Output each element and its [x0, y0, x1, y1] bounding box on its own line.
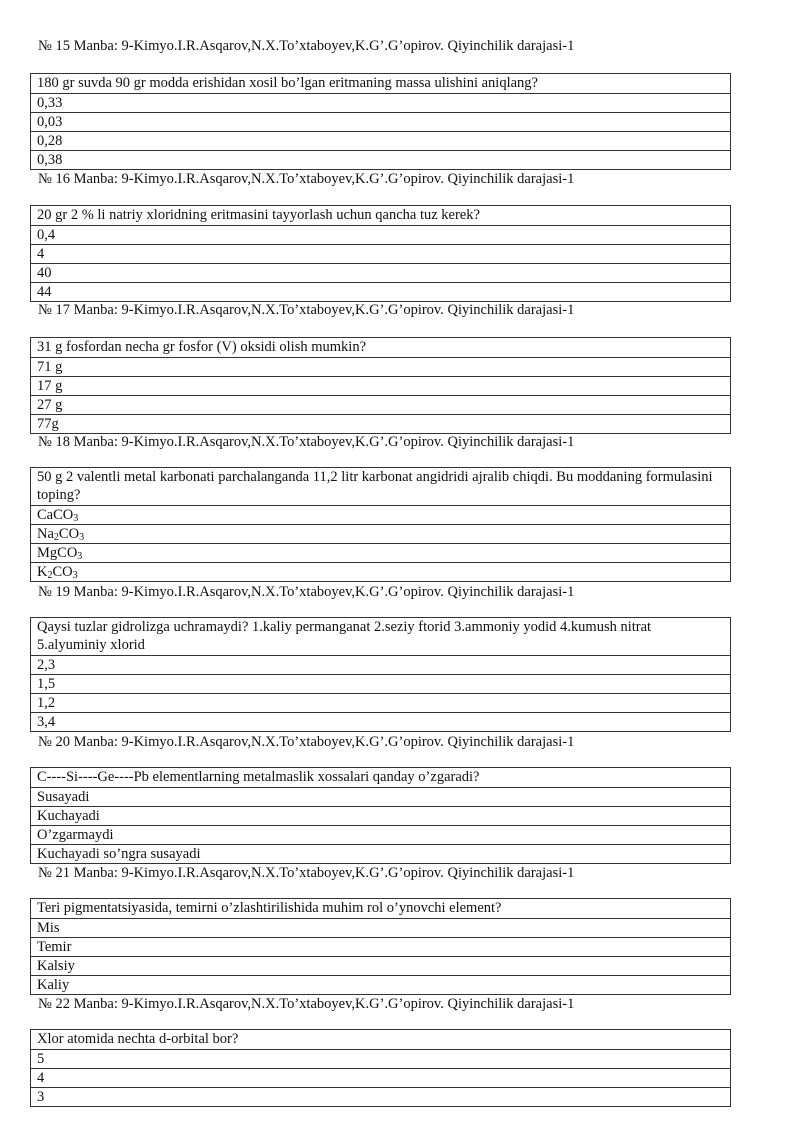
question-text: Teri pigmentatsiyasida, temirni o’zlashtirilishida muhim rol o’ynovchi element? — [37, 900, 502, 916]
answer-option: 1,2 — [31, 693, 730, 712]
question-header: № 20 Manba: 9-Kimyo.I.R.Asqarov,N.X.To’xtaboyev,K.G’.G’opirov. Qiyinchilik darajasi-1 — [38, 734, 575, 750]
answer-option: 2,3 — [31, 655, 730, 674]
answer-option: 4 — [31, 1068, 730, 1087]
question-text: 50 g 2 valentli metal karbonati parchalanganda 11,2 litr karbonat angidridi ajralib chiqdi. Bu moddaning formulasini toping? — [37, 469, 713, 503]
question-text: Qaysi tuzlar gidrolizga uchramaydi? 1.kaliy permanganat 2.seziy ftorid 3.ammoniy yodid 4.kumush nitrat 5.alyuminiy xlorid — [37, 619, 652, 653]
answer-option: 17 g — [31, 376, 730, 395]
question-header: № 16 Manba: 9-Kimyo.I.R.Asqarov,N.X.To’xtaboyev,K.G’.G’opirov. Qiyinchilik darajasi-1 — [38, 171, 575, 187]
answer-option: 71 g — [31, 357, 730, 376]
question-table — [30, 767, 731, 864]
answer-option: 5 — [31, 1049, 730, 1068]
answer-option: 44 — [31, 282, 730, 301]
answer-option: MgCO$_3$ — [31, 543, 730, 562]
question-text: 31 g fosfordan necha gr fosfor (V) oksidi olish mumkin? — [37, 339, 367, 355]
answer-option: Kaliy — [31, 975, 730, 994]
answer-option: Mis — [31, 918, 730, 937]
answer-option: 0,03 — [31, 112, 730, 131]
answer-option: Kuchayadi so’ngra susayadi — [31, 844, 730, 863]
question-header: № 21 Manba: 9-Kimyo.I.R.Asqarov,N.X.To’xtaboyev,K.G’.G’opirov. Qiyinchilik darajasi-1 — [38, 865, 575, 881]
question-text: Xlor atomida nechta d-orbital bor? — [37, 1031, 239, 1047]
question-header: № 19 Manba: 9-Kimyo.I.R.Asqarov,N.X.To’xtaboyev,K.G’.G’opirov. Qiyinchilik darajasi-1 — [38, 584, 575, 600]
question-table — [30, 898, 731, 995]
answer-option: 0,33 — [31, 93, 730, 112]
answer-option: $Na_2CO_3$ — [31, 524, 730, 543]
question-table — [30, 617, 731, 732]
question-table — [30, 73, 731, 170]
answer-option: $K_2CO_3$ — [31, 562, 730, 581]
answer-option: 3,4 — [31, 712, 730, 731]
answer-option: Kalsiy — [31, 956, 730, 975]
answer-option: Susayadi — [31, 787, 730, 806]
question-table — [30, 1029, 731, 1107]
question-table — [30, 205, 731, 302]
question-table — [30, 467, 731, 582]
question-table — [30, 337, 731, 434]
question-header: № 15 Manba: 9-Kimyo.I.R.Asqarov,N.X.To’xtaboyev,K.G’.G’opirov. Qiyinchilik darajasi-1 — [38, 38, 575, 54]
answer-option: 40 — [31, 263, 730, 282]
answer-option: O’zgarmaydi — [31, 825, 730, 844]
question-text: C----Si----Ge----Pb elementlarning metalmaslik xossalari qanday o’zgaradi? — [37, 769, 480, 785]
question-header: № 17 Manba: 9-Kimyo.I.R.Asqarov,N.X.To’xtaboyev,K.G’.G’opirov. Qiyinchilik darajasi-1 — [38, 302, 575, 318]
answer-option: 4 — [31, 244, 730, 263]
answer-option: 0,4 — [31, 225, 730, 244]
question-header: № 18 Manba: 9-Kimyo.I.R.Asqarov,N.X.To’xtaboyev,K.G’.G’opirov. Qiyinchilik darajasi-1 — [38, 434, 575, 450]
answer-option: 0,28 — [31, 131, 730, 150]
question-header: № 22 Manba: 9-Kimyo.I.R.Asqarov,N.X.To’xtaboyev,K.G’.G’opirov. Qiyinchilik darajasi-1 — [38, 996, 575, 1012]
answer-option: 27 g — [31, 395, 730, 414]
answer-option: Temir — [31, 937, 730, 956]
answer-option: 1,5 — [31, 674, 730, 693]
answer-option: Kuchayadi — [31, 806, 730, 825]
answer-option: 77g — [31, 414, 730, 433]
answer-option: CaCO$_3$ — [31, 505, 730, 524]
question-text: 20 gr 2 % li natriy xloridning eritmasini tayyorlash uchun qancha tuz kerek? — [37, 207, 480, 223]
answer-option: 0,38 — [31, 150, 730, 169]
question-text: 180 gr suvda 90 gr modda erishidan xosil bo’lgan eritmaning massa ulishini aniqlang? — [37, 75, 538, 91]
answer-option: 3 — [31, 1087, 730, 1106]
